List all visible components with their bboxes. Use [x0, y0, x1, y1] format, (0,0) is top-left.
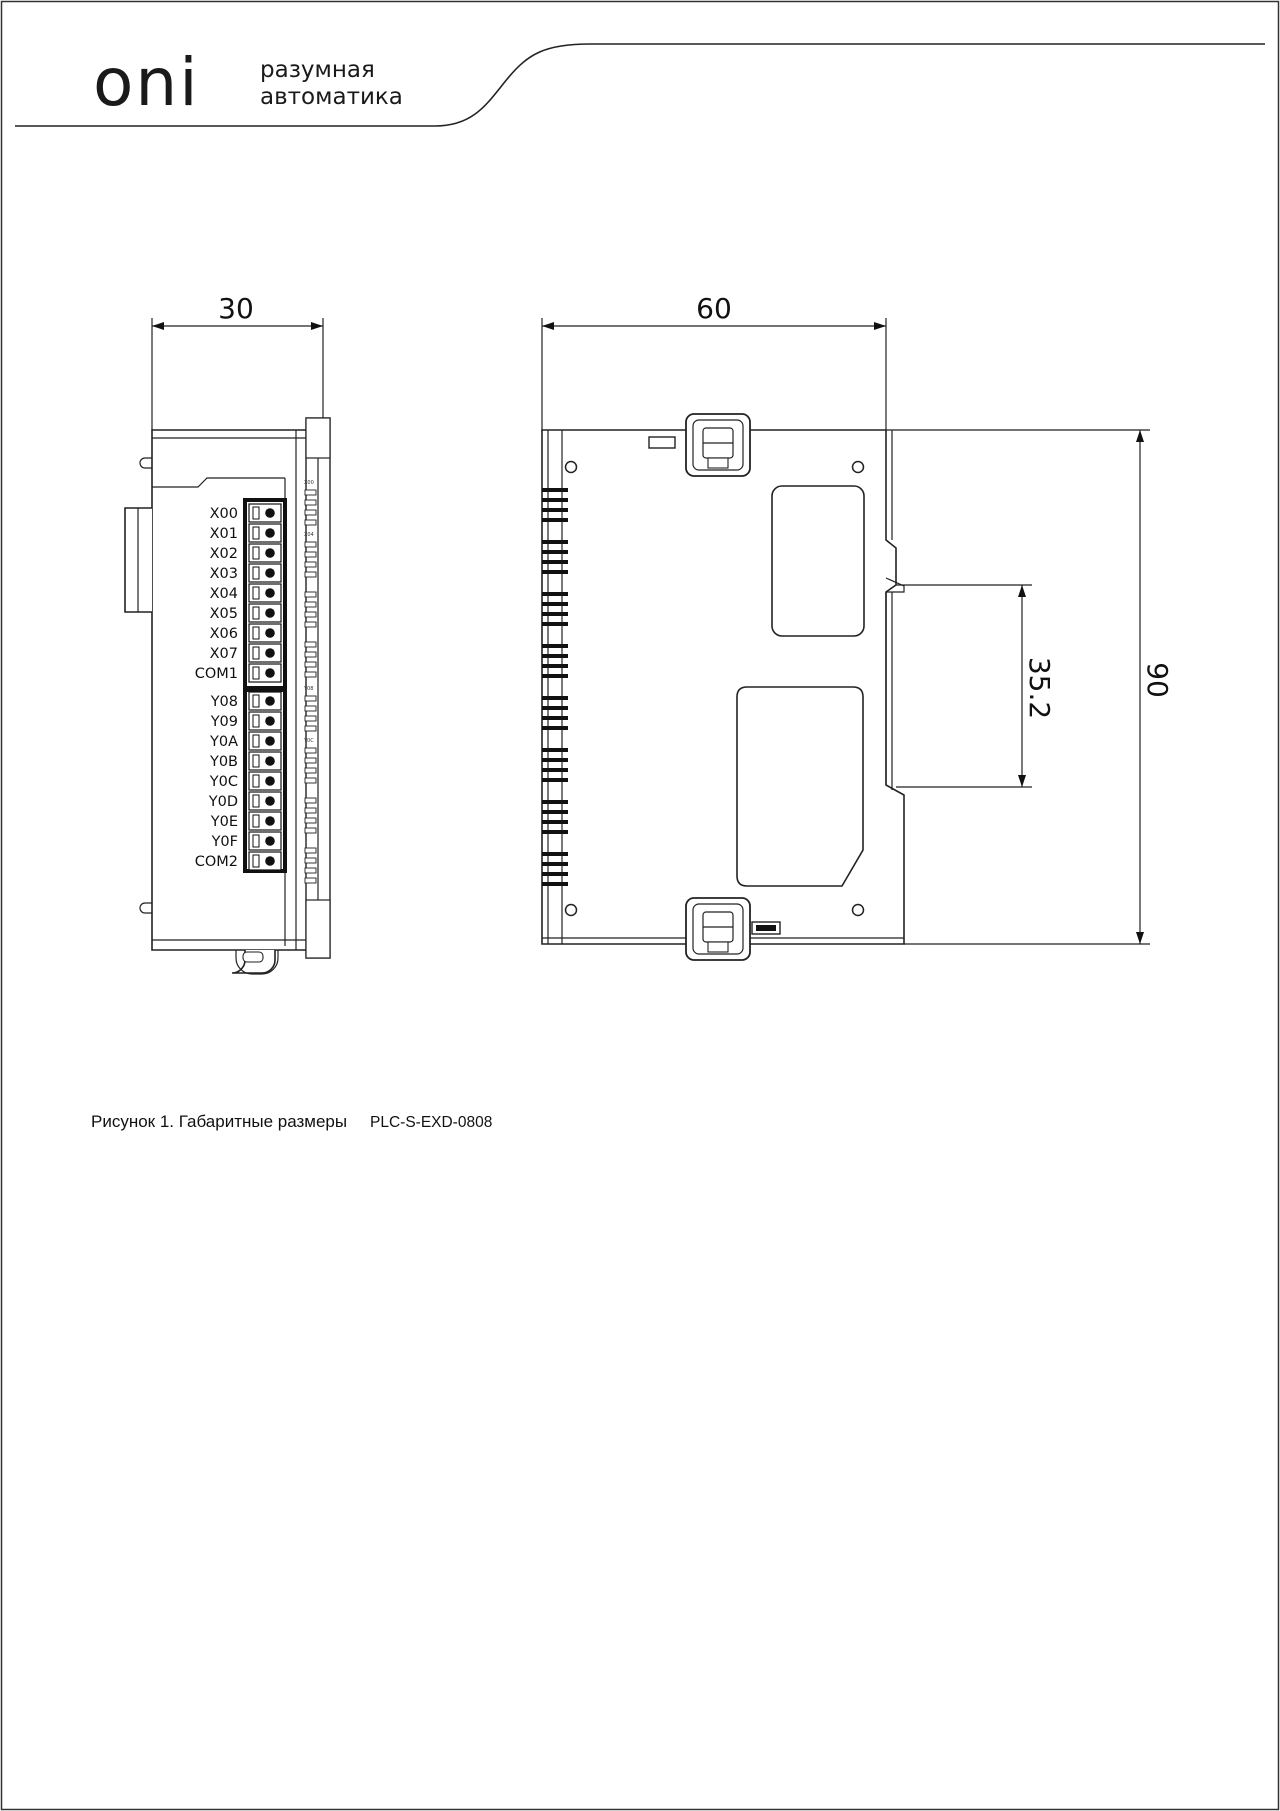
- terminal: [249, 832, 281, 850]
- top-latch: [686, 414, 750, 476]
- mount-hole: [853, 462, 864, 473]
- mount-hole: [853, 905, 864, 916]
- output-label: Y0C: [209, 774, 238, 790]
- led-group-label: Y0C: [304, 738, 314, 744]
- brand-logo: oni: [93, 44, 200, 121]
- input-label: X03: [209, 566, 238, 582]
- terminal: [249, 732, 281, 750]
- terminal: [249, 812, 281, 830]
- header: [15, 44, 1265, 126]
- rail-dim: 35.2: [1023, 656, 1056, 720]
- output-label: Y0D: [208, 794, 238, 810]
- terminal: [249, 644, 281, 662]
- output-label: Y09: [210, 714, 238, 730]
- terminal: [249, 584, 281, 602]
- terminal: [249, 852, 281, 870]
- tagline-line1: разумная: [260, 57, 375, 83]
- header-swoosh-line: [15, 44, 1265, 126]
- terminal: [249, 564, 281, 582]
- back-view: [542, 292, 1174, 960]
- label-window-upper: [772, 486, 864, 636]
- output-label: COM2: [194, 854, 238, 870]
- input-label: X06: [209, 626, 238, 642]
- led-group-label: X04: [304, 532, 314, 538]
- terminal: [249, 524, 281, 542]
- terminal: [249, 692, 281, 710]
- input-label: X07: [209, 646, 238, 662]
- height-dim: 90: [1141, 662, 1174, 698]
- output-terminals: [249, 692, 281, 870]
- led-group-label: Y08: [304, 686, 314, 692]
- side-view: [125, 292, 330, 974]
- top-slot: [649, 437, 675, 448]
- caption-text: Рисунок 1. Габаритные размеры: [91, 1112, 348, 1131]
- figure-caption: [91, 1112, 492, 1131]
- label-window-lower: [737, 687, 863, 886]
- caption-model: PLC-S-EXD-0808: [370, 1114, 493, 1131]
- output-label: Y0B: [209, 754, 238, 770]
- input-label: X01: [209, 526, 238, 542]
- terminal: [249, 504, 281, 522]
- terminal: [249, 604, 281, 622]
- tagline-line2: автоматика: [260, 84, 403, 110]
- terminal: [249, 772, 281, 790]
- mount-hole: [566, 462, 577, 473]
- output-label: Y0A: [209, 734, 238, 750]
- input-label: X05: [209, 606, 238, 622]
- terminal: [249, 712, 281, 730]
- input-label: X00: [209, 506, 238, 522]
- input-label: COM1: [194, 666, 238, 682]
- terminal: [249, 544, 281, 562]
- led-group-label: X00: [304, 480, 314, 486]
- bottom-latch: [686, 898, 750, 960]
- output-label: Y0E: [210, 814, 238, 830]
- input-label: X02: [209, 546, 238, 562]
- output-label: Y08: [210, 694, 238, 710]
- terminal: [249, 664, 281, 682]
- mount-hole: [566, 905, 577, 916]
- terminal: [249, 624, 281, 642]
- input-label: X04: [209, 586, 238, 602]
- side-width-dim: 30: [218, 292, 254, 325]
- terminal: [249, 752, 281, 770]
- output-label: Y0F: [211, 834, 238, 850]
- terminal: [249, 792, 281, 810]
- back-width-dim: 60: [696, 292, 732, 325]
- input-terminals: [249, 504, 281, 682]
